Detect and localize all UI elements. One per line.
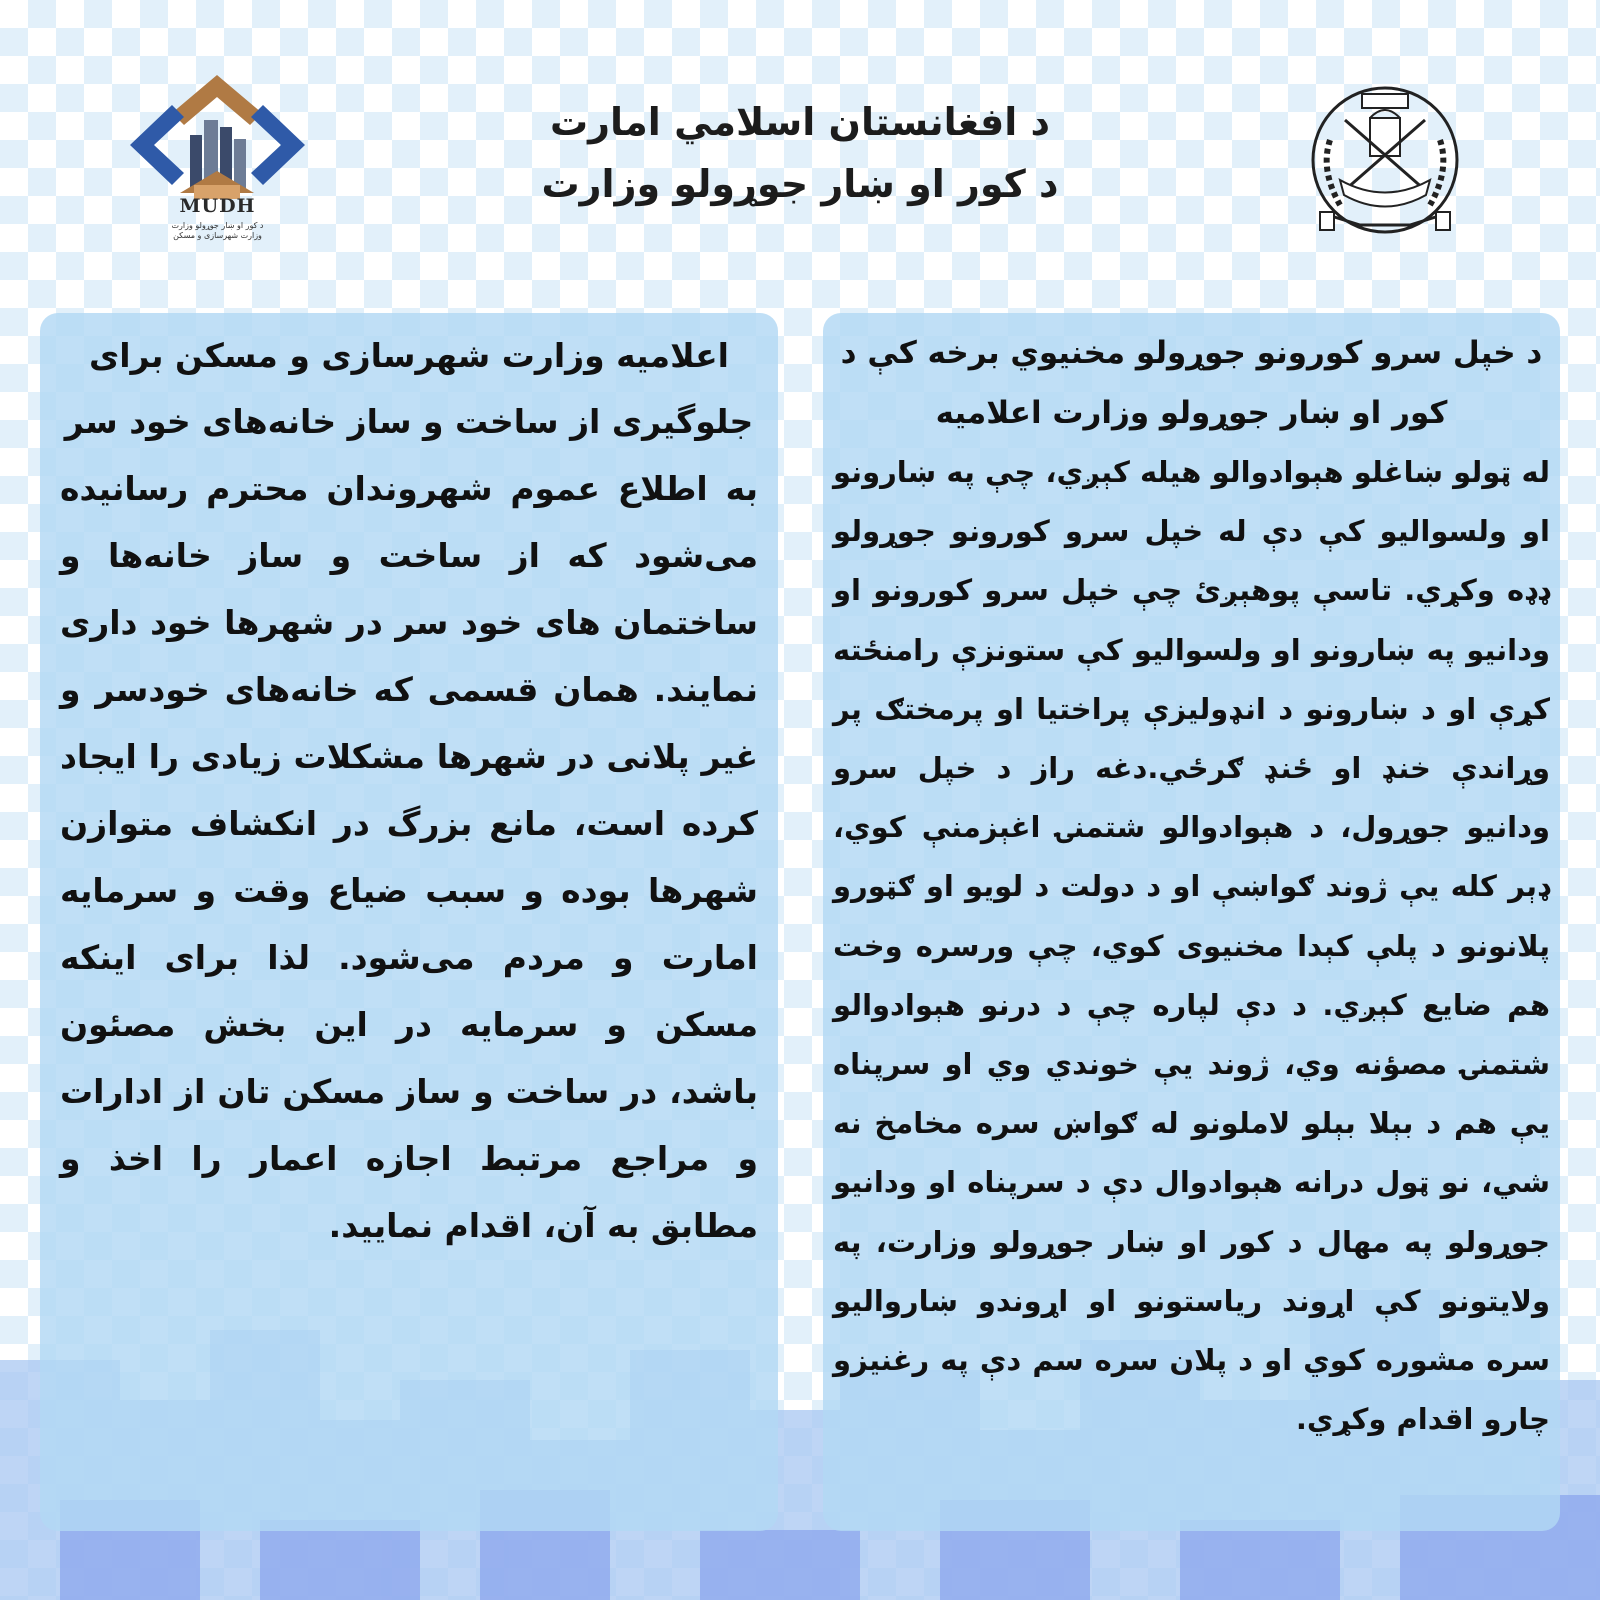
announcement-panel-pashto bbox=[823, 313, 1560, 1531]
header-title-ministry: د کور او ښار جوړولو وزارت bbox=[541, 162, 1059, 206]
header-title-emirate: د افغانستان اسلامي امارت bbox=[549, 100, 1051, 144]
announcement-title-dari: اعلامیه وزارت شهرسازی و مسکن برای جلوگیری از ساخت و ساز خانه‌های خود سر bbox=[64, 336, 754, 441]
emirate-emblem bbox=[1300, 80, 1470, 250]
announcement-body-dari: به اطلاع عموم شهروندان محترم رسانیده می‌شود که از ساخت و ساز خانه‌ها و ساختمان های خود سر در شهرها خود داری نمایند. همان قسمی که خانه‌های خودسر و غیر پلانی در شهرها مشکلات زیادی را ایجاد کرده است، مانع بزرگ در انکشاف متوازن شهرها بوده و سبب ضیاع وقت و سرمایه امارت و مردم می‌شود. لذا برای اینکه مسکن و سرمایه در این بخش مصئون باشد، در ساخت و ساز مسکن تان از ادارات و مراجع مرتبط اجازه اعمار را اخذ و مطابق به آن، اقدام نمایید. bbox=[60, 469, 758, 1245]
emirate-emblem-icon bbox=[1300, 80, 1470, 250]
announcement-panel-dari bbox=[40, 313, 778, 1531]
mudh-subtitle-pashto: د کور او ښار جوړولو وزارت bbox=[171, 221, 264, 230]
mudh-acronym: MUDH bbox=[179, 195, 256, 217]
mudh-subtitle-dari: وزارت شهرسازی و مسکن bbox=[173, 231, 262, 240]
announcement-body-pashto: له ټولو ښاغلو هېوادوالو هیله کېږي، چې په ښارونو او ولسوالیو کې دې له خپل سرو کورونو جوړولو ډډه وکړي. تاسې پوهېږئ چې خپل سرو کورونو او ودانیو په ښارونو او ولسوالیو کې ستونزې رامنځته کړې او د ښارونو د انډولیزې پراختیا او پرمختګ پر وړاندې خنډ او ځنډ ګرځي.دغه راز د خپل سرو ودانیو جوړول، د هېوادوالو شتمنۍ اغېزمنې کوي، ډېر کله یې ژوند ګواښې او د دولت د لویو او ګټورو پلانونو د پلې کېدا مخنیوی کوي، چې ورسره وخت هم ضایع کېږي. د دې لپاره چې د درنو هېوادوالو شتمنۍ مصؤنه وي، ژوند یې خوندي وي او سرپناه یې هم د بېلا بېلو لاملونو له ګواښ سره مخامخ نه شي، نو ټول درانه هېوادوال دې د سرپناه او ودانیو جوړولو په مهال د کور او ښار جوړولو وزارت، په ولایتونو کې اړوند ریاستونو او اړوندو ښاروالیو سره مشوره کوي او د پلان سره سم دې په رغنیزو چارو اقدام وکړي. bbox=[833, 455, 1550, 1437]
announcement-title-pashto: د خپل سرو کورونو جوړولو مخنیوي برخه کې د کور او ښار جوړولو وزارت اعلامیه bbox=[840, 335, 1543, 431]
